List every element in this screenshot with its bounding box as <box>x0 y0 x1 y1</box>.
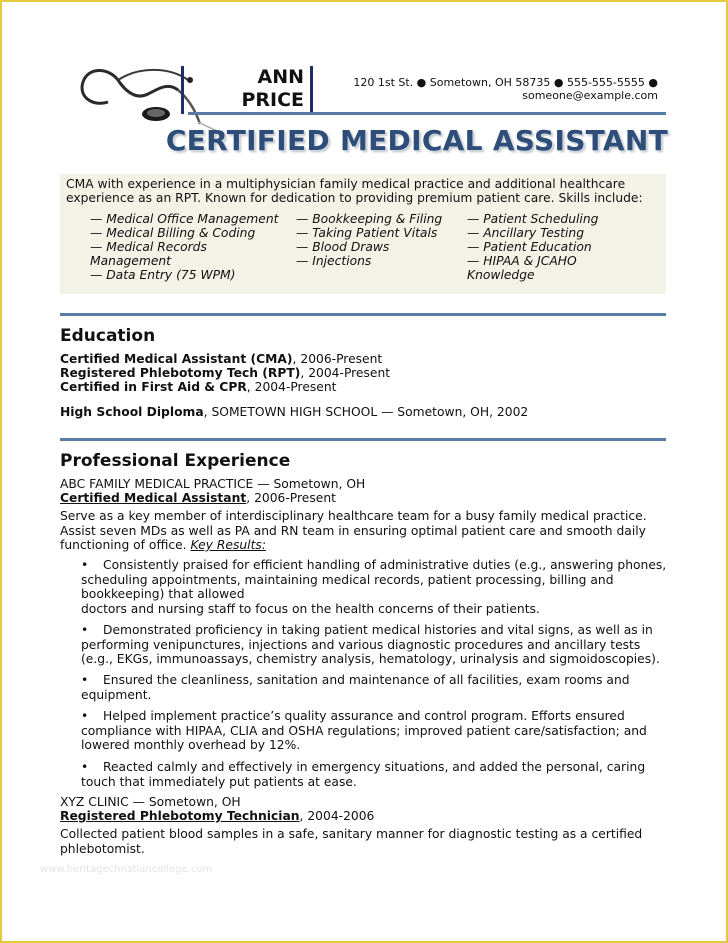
job-description-1 <box>60 509 670 553</box>
skill-item: — Bookkeeping & Filing <box>296 212 443 226</box>
job-title-2 <box>60 809 374 823</box>
skills-column-1 <box>90 212 290 282</box>
last-name: PRICE <box>241 89 304 111</box>
header-rule <box>188 112 666 115</box>
role-name: Certified Medical Assistant <box>60 491 247 505</box>
skill-item: — Data Entry (75 WPM) <box>90 268 236 282</box>
skill-item: — Patient Education <box>467 240 592 254</box>
skill-item: — HIPAA & JCAHO Knowledge <box>467 254 577 282</box>
skill-item: — Ancillary Testing <box>467 226 585 240</box>
bullet-dot: • <box>81 623 89 637</box>
skill-item: — Medical Billing & Coding <box>90 226 256 240</box>
contact-email: someone@example.com <box>522 89 658 102</box>
bullet-text-continued: doctors and nursing staff to focus on the health concerns of their patients. <box>81 601 540 616</box>
education-heading: Education <box>60 326 156 346</box>
bullet-text: Demonstrated proficiency in taking patient medical histories and vital signs, as well as in performing venipunctures, injections and various diagnostic procedures and ancillary tests (e.g., EKGs, immunoassays, chemistry analysis, hematology, urinalysis and sigmoidoscopies). <box>81 623 660 666</box>
skill-item: — Taking Patient Vitals <box>296 226 438 240</box>
skill-item: — Injections <box>296 254 372 268</box>
skills-column-3 <box>467 212 607 282</box>
bullet-dot: • <box>81 709 89 723</box>
credential-detail: , 2004-Present <box>300 366 391 380</box>
bullet-text: Consistently praised for efficient handling of administrative duties (e.g., answering phones, scheduling appointments, maintaining medical records, patient processing, billing and bookkeeping) that allowed <box>81 558 667 601</box>
result-bullet <box>81 760 671 789</box>
job-description-2: Collected patient blood samples in a safe, sanitary manner for diagnostic testing as a certified phlebotomist. <box>60 827 643 856</box>
name-bar-right <box>310 66 313 114</box>
result-bullet <box>81 673 671 702</box>
credential-name: Certified in First Aid & CPR <box>60 380 247 394</box>
result-bullet <box>81 623 671 667</box>
summary-text: CMA with experience in a multiphysician family medical practice and additional healthcare experience as an RPT. Known for dedication to providing premium patient care. Skills include: <box>66 177 643 205</box>
employer-2: XYZ CLINIC — Sometown, OH <box>60 795 241 809</box>
key-results-label: Key Results: <box>190 538 266 552</box>
education-item <box>60 405 528 419</box>
role-dates: , 2006-Present <box>246 491 336 505</box>
section-rule <box>60 438 666 441</box>
watermark: www.heritagechristiancollege.com <box>40 864 213 875</box>
credential-detail: , 2004-Present <box>246 380 337 394</box>
skill-item: — Medical Office Management <box>90 212 279 226</box>
credential-detail: , SOMETOWN HIGH SCHOOL — Sometown, OH, 2002 <box>203 405 529 419</box>
education-item <box>60 352 382 366</box>
education-item <box>60 380 336 394</box>
role-name: Registered Phlebotomy Technician <box>60 809 300 823</box>
bullet-dot: • <box>81 760 89 774</box>
description-text: Serve as a key member of interdisciplinary healthcare team for a busy family medical practice. Assist seven MDs as well as PA and RN team in ensuring optimal patient care and smooth daily functioning of office. <box>60 509 647 552</box>
credential-name: Registered Phlebotomy Tech (RPT) <box>60 366 301 380</box>
bullet-dot: • <box>81 558 89 572</box>
section-rule <box>60 313 666 316</box>
bullet-text: Reacted calmly and effectively in emergency situations, and added the personal, caring touch that immediately put patients at ease. <box>81 760 646 789</box>
bullet-text: Ensured the cleanliness, sanitation and maintenance of all facilities, exam rooms and equipment. <box>81 673 630 702</box>
bullet-dot: • <box>81 673 89 687</box>
contact-line-1: 120 1st St. ● Sometown, OH 58735 ● 555-555-5555 ● <box>353 76 658 89</box>
job-title-1 <box>60 491 336 505</box>
resume-title: CERTIFIED MEDICAL ASSISTANT <box>165 124 668 157</box>
skill-item: — Medical Records Management <box>90 240 207 268</box>
skills-column-2 <box>296 212 464 268</box>
education-item <box>60 366 390 380</box>
employer-1: ABC FAMILY MEDICAL PRACTICE — Sometown, OH <box>60 477 366 491</box>
credential-name: Certified Medical Assistant (CMA) <box>60 352 293 366</box>
result-bullet <box>81 709 671 753</box>
skill-item: — Patient Scheduling <box>467 212 599 226</box>
role-dates: , 2004-2006 <box>299 809 375 823</box>
name-bar-left <box>181 66 184 114</box>
skill-item: — Blood Draws <box>296 240 390 254</box>
result-bullet <box>81 558 671 616</box>
credential-detail: , 2006-Present <box>292 352 383 366</box>
experience-heading: Professional Experience <box>60 451 291 471</box>
credential-name: High School Diploma <box>60 405 204 419</box>
first-name: ANN <box>257 66 304 88</box>
bullet-text: Helped implement practice’s quality assurance and control program. Efforts ensured compliance with HIPAA, CLIA and OSHA regulations; improved patient care/satisfaction; and lowered monthly overhead by 12%. <box>81 709 647 752</box>
